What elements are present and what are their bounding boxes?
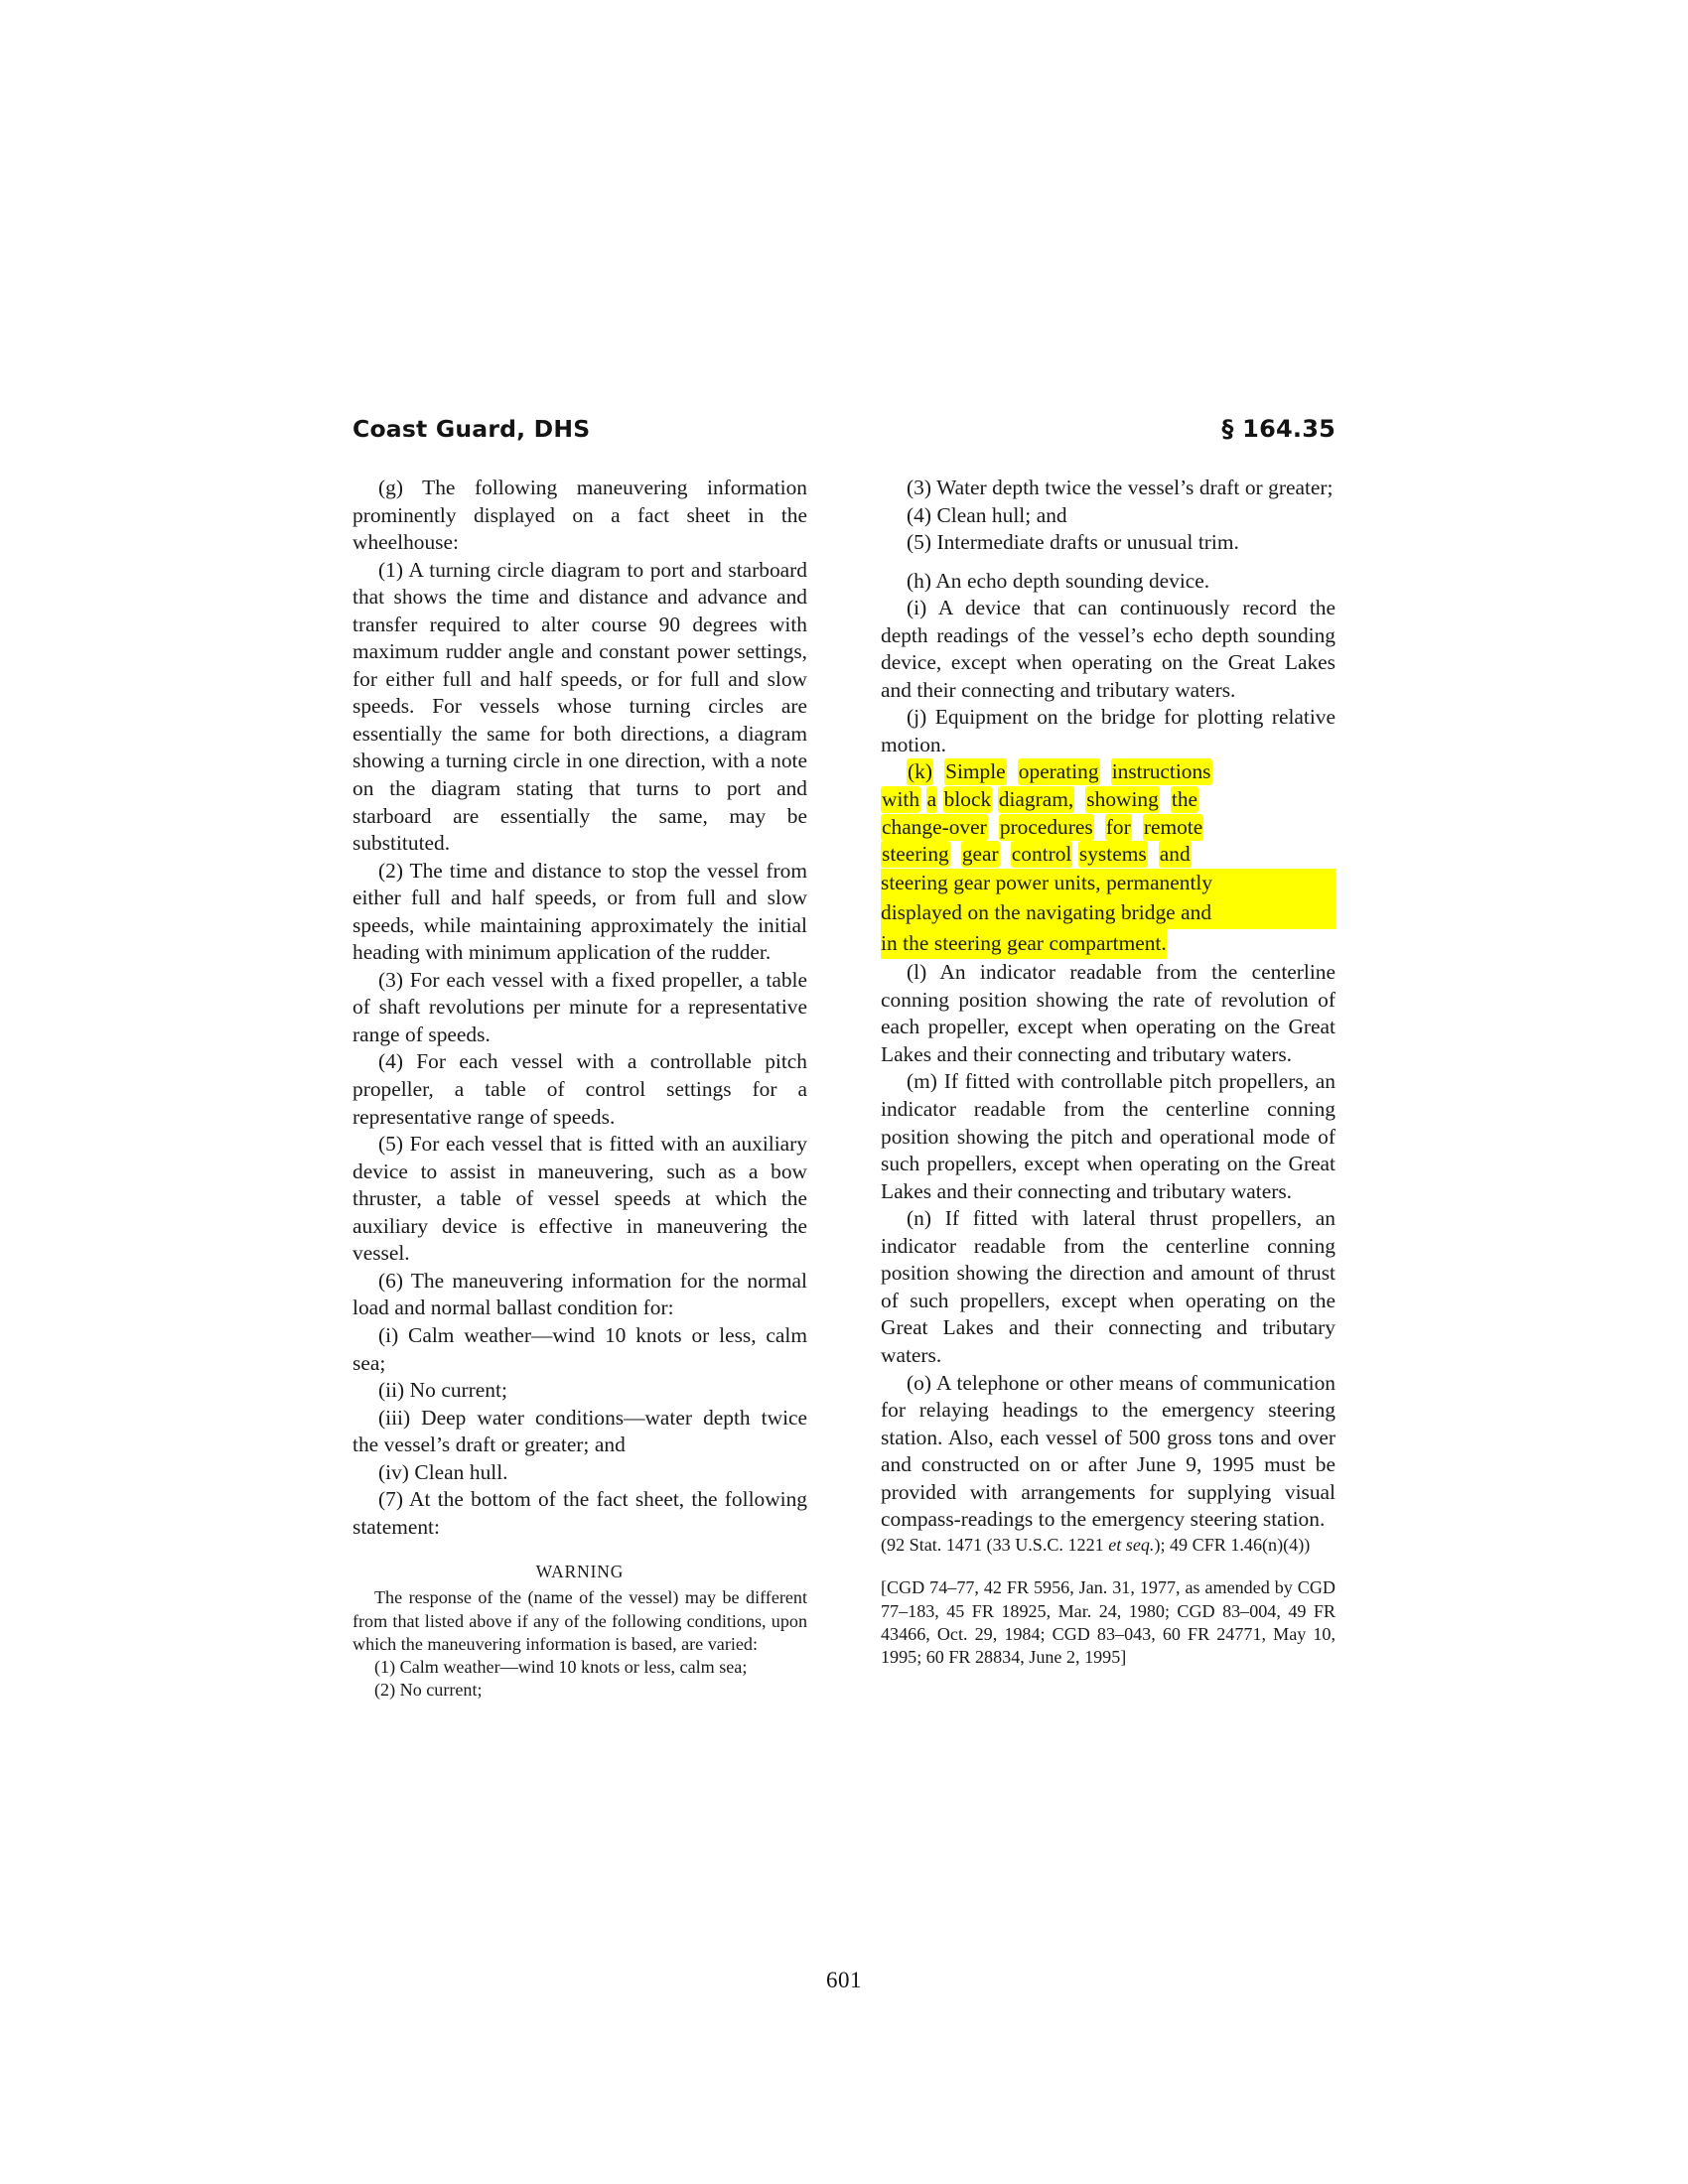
highlight-line-7: in the steering gear compartment. — [881, 929, 1167, 960]
paragraph-j: (j) Equipment on the bridge for plotting relative motion. — [881, 705, 1336, 756]
authority-citation-et-seq: et seq. — [1108, 1534, 1155, 1555]
warning-heading: WARNING — [535, 1562, 625, 1582]
hl-word: operating — [1018, 759, 1099, 784]
paragraph-n: (n) If fitted with lateral thrust propellers, an indicator readable from the centerline conning position showing the direction and amount of thrust of such propellers, except when operating on the Great Lakes and their connecting and tributary waters. — [881, 1206, 1336, 1367]
paragraph-g-3: (3) For each vessel with a fixed propeller, a table of shaft revolutions per minute for a representative range of speeds. — [352, 967, 807, 1046]
hl-word: systems — [1078, 842, 1147, 867]
hl-word: instructions — [1111, 759, 1211, 784]
hl-word: procedures — [999, 814, 1093, 839]
warning-body: The response of the (name of the vessel) may be different from that listed above if any of the following conditions, upon which the maneuvering information is based, are varied: — [352, 1587, 807, 1654]
hl-word: the — [1171, 787, 1198, 812]
running-head — [352, 415, 1336, 443]
right-column — [881, 475, 1336, 1670]
hl-word: for — [1105, 814, 1131, 839]
page-number: 601 — [826, 1968, 862, 1992]
hl-word: diagram, — [998, 787, 1074, 812]
highlight-line-5: steering gear power units, permanently — [881, 869, 1336, 899]
paragraph-g-1: (1) A turning circle diagram to port and starboard that shows the time and distance and advance and transfer required to alter course 90 degrees with maximum rudder angle and constant power settings, for either full and half speeds, or for full and slow speeds. For vessels whose turning circles are essentially the same for both directions, a diagram showing a turning circle in one direction, with a note on the diagram stating that turns to port and starboard are essentially the same, may be substituted. — [352, 557, 807, 856]
running-head-section-number: § 164.35 — [1221, 415, 1336, 443]
paragraph-g-5: (5) For each vessel that is fitted with an auxiliary device to assist in maneuvering, such as a bow thruster, a table of vessel speeds at which the auxiliary device is effective in maneuvering the vessel. — [352, 1132, 807, 1266]
paragraph-g-6-i: (i) Calm weather—wind 10 knots or less, calm sea; — [352, 1322, 807, 1375]
paragraph-g-7: (7) At the bottom of the fact sheet, the following statement: — [352, 1487, 807, 1539]
highlight-line-6: displayed on the navigating bridge and — [881, 898, 1336, 929]
left-column — [352, 475, 807, 1702]
hl-word: remote — [1143, 814, 1203, 839]
paragraph-g-6-ii: (ii) No current; — [378, 1378, 507, 1403]
hl-word: showing — [1086, 787, 1159, 812]
paragraph-g-4: (4) For each vessel with a controllable pitch propeller, a table of control settings for a representative range of speeds. — [352, 1049, 807, 1129]
hl-word: steering — [882, 842, 949, 867]
paragraph-g-2: (2) The time and distance to stop the vessel from either full and half speeds, or from full and slow speeds, while maintaining approximately the initial heading with minimum application of the rudder. — [352, 858, 807, 965]
running-head-left: Coast Guard, DHS — [352, 415, 591, 443]
authority-citation — [881, 1534, 1336, 1557]
paragraph-g-6-iv: (iv) Clean hull. — [378, 1459, 508, 1484]
hl-word: block — [943, 787, 992, 812]
hl-word: control — [1011, 842, 1072, 867]
hl-word: a — [926, 787, 937, 812]
authority-citation-text: (92 Stat. 1471 (33 U.S.C. 1221 — [881, 1534, 1109, 1555]
paragraph-g-6: (6) The maneuvering information for the normal load and normal ballast condition for: — [352, 1268, 807, 1320]
source-citation: [CGD 74–77, 42 FR 5956, Jan. 31, 1977, as amended by CGD 77–183, 45 FR 18925, Mar. 24, 1980; CGD 83–004, 49 FR 43466, Oct. 29, 1984; CGD 83–043, 60 FR 24771, May 10, 1995; 60 FR 28834, June 2, 1995] — [881, 1577, 1336, 1668]
paragraph-g-7-4: (4) Clean hull; and — [907, 502, 1067, 527]
two-column-body — [352, 475, 1336, 1944]
highlight-line-2 — [881, 786, 1336, 814]
authority-citation-tail: ); 49 CFR 1.46(n)(4)) — [1154, 1534, 1311, 1555]
highlight-line-1 — [881, 758, 1336, 786]
hl-word: change-over — [882, 814, 987, 839]
paragraph-g-7-5: (5) Intermediate drafts or unusual trim. — [907, 530, 1239, 555]
paragraph-h: (h) An echo depth sounding device. — [907, 568, 1210, 593]
paragraph-g-6-iii: (iii) Deep water conditions—water depth twice the vessel’s draft or greater; and — [352, 1405, 807, 1457]
hl-word: and — [1159, 842, 1191, 867]
paragraph-g-7-3: (3) Water depth twice the vessel’s draft or greater; — [907, 476, 1334, 499]
warning-item-1: (1) Calm weather—wind 10 knots or less, calm sea; — [374, 1656, 748, 1677]
warning-item-2: (2) No current; — [374, 1680, 483, 1701]
paragraph-l: (l) An indicator readable from the centerline conning position showing the rate of revolution of each propeller, except when operating on the Great Lakes and their connecting and tributary waters. — [881, 960, 1336, 1066]
paragraph-o: (o) A telephone or other means of communication for relaying headings to the emergency steering station. Also, each vessel of 500 gross tons and over and constructed on or after June 9, 1995 must be provided with arrangements for supplying visual compass-readings to the emergency steering station. — [881, 1370, 1336, 1532]
hl-word: Simple — [945, 759, 1006, 784]
hl-word: (k) — [908, 759, 932, 784]
paragraph-i: (i) A device that can continuously record the depth readings of the vessel’s echo depth sounding device, except when operating on the Great Lakes and their connecting and tributary waters. — [881, 596, 1336, 702]
hl-word: gear — [961, 842, 999, 867]
highlight-line-4 — [881, 841, 1336, 869]
paragraph-m: (m) If fitted with controllable pitch propellers, an indicator readable from the centerline conning position showing the pitch and operational mode of such propellers, except when operating on the Great Lakes and their connecting and tributary waters. — [881, 1069, 1336, 1203]
paragraph-k-highlighted — [881, 758, 1336, 959]
hl-word: with — [882, 787, 920, 812]
highlight-line-3 — [881, 814, 1336, 842]
paragraph-g: (g) The following maneuvering information prominently displayed on a fact sheet in the wheelhouse: — [352, 476, 807, 555]
